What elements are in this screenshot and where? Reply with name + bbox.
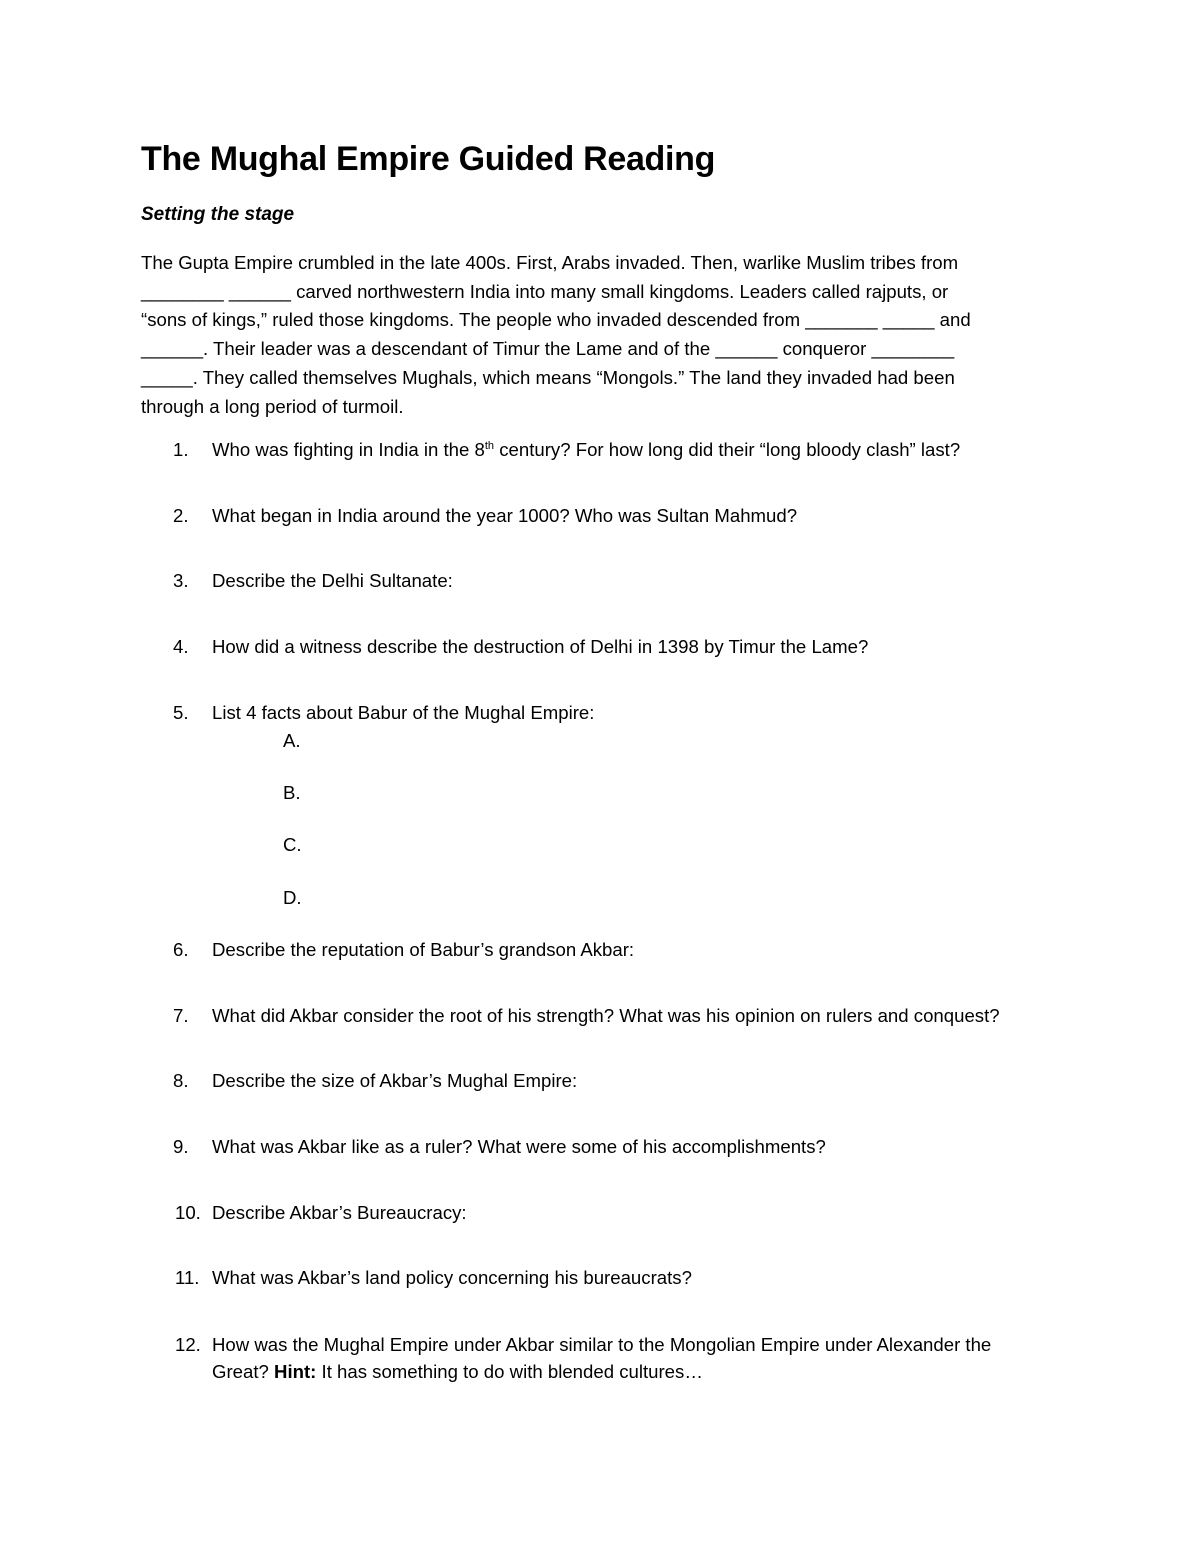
fact-label-a: A.: [283, 730, 301, 751]
question-number: 11.: [175, 1267, 200, 1288]
question-text: What began in India around the year 1000? Who was Sultan Mahmud?: [212, 505, 798, 526]
question-text: Describe the reputation of Babur’s grandson Akbar:: [212, 939, 635, 960]
question-number: 4.: [173, 636, 189, 657]
intro-line: through a long period of turmoil.: [141, 395, 404, 417]
intro-line: The Gupta Empire crumbled in the late 400s. First, Arabs invaded. Then, warlike Muslim tribes from: [141, 252, 959, 273]
question-text-part: Who was fighting in India in the 8: [212, 439, 485, 460]
question-text: Describe the size of Akbar’s Mughal Empire:: [212, 1070, 578, 1091]
fact-label-c: C.: [283, 834, 302, 855]
question-text: Describe the Delhi Sultanate:: [212, 570, 453, 591]
intro-paragraph: [141, 249, 1071, 421]
fact-label-d: D.: [283, 887, 302, 908]
question-number: 9.: [173, 1136, 189, 1157]
question-text: [212, 436, 1082, 463]
question-number: 1.: [173, 439, 189, 460]
fact-label-b: B.: [283, 782, 301, 803]
question-text: How did a witness describe the destruction of Delhi in 1398 by Timur the Lame?: [212, 636, 869, 657]
superscript: th: [484, 439, 495, 452]
question-number: 3.: [173, 570, 189, 591]
question-number: 8.: [173, 1070, 189, 1091]
hint-label: Hint:: [274, 1361, 317, 1382]
question-text: [212, 1331, 1082, 1385]
question-number: 7.: [173, 1005, 189, 1026]
question-number: 12.: [175, 1334, 201, 1355]
question-number: 2.: [173, 505, 189, 526]
question-number: 5.: [173, 702, 189, 723]
page-title: The Mughal Empire Guided Reading: [141, 140, 716, 178]
question-line: How was the Mughal Empire under Akbar similar to the Mongolian Empire under Alexander the: [212, 1334, 992, 1355]
question-text: What did Akbar consider the root of his strength? What was his opinion on rulers and conquest?: [212, 1005, 1000, 1026]
question-text: What was Akbar like as a ruler? What were some of his accomplishments?: [212, 1136, 826, 1157]
question-line: [212, 1358, 1082, 1385]
question-text: What was Akbar’s land policy concerning his bureaucrats?: [212, 1267, 692, 1288]
intro-line: ______. Their leader was a descendant of Timur the Lame and of the ______ conqueror ________: [141, 338, 955, 360]
intro-line: _____. They called themselves Mughals, which means “Mongols.” The land they invaded had been: [141, 366, 955, 388]
intro-line: ________ ______ carved northwestern India into many small kingdoms. Leaders called rajputs, or: [141, 280, 949, 302]
question-text-part: It has something to do with blended cultures…: [316, 1361, 703, 1382]
section-heading: Setting the stage: [141, 204, 295, 225]
question-number: 6.: [173, 939, 189, 960]
question-text: List 4 facts about Babur of the Mughal Empire:: [212, 702, 595, 723]
intro-line: “sons of kings,” ruled those kingdoms. The people who invaded descended from _______ _____ and: [141, 309, 971, 331]
question-number: 10.: [175, 1202, 201, 1223]
question-text-part: Great?: [212, 1361, 275, 1382]
question-text: Describe Akbar’s Bureaucracy:: [212, 1202, 467, 1223]
question-text-part: century? For how long did their “long bloody clash” last?: [494, 439, 961, 460]
